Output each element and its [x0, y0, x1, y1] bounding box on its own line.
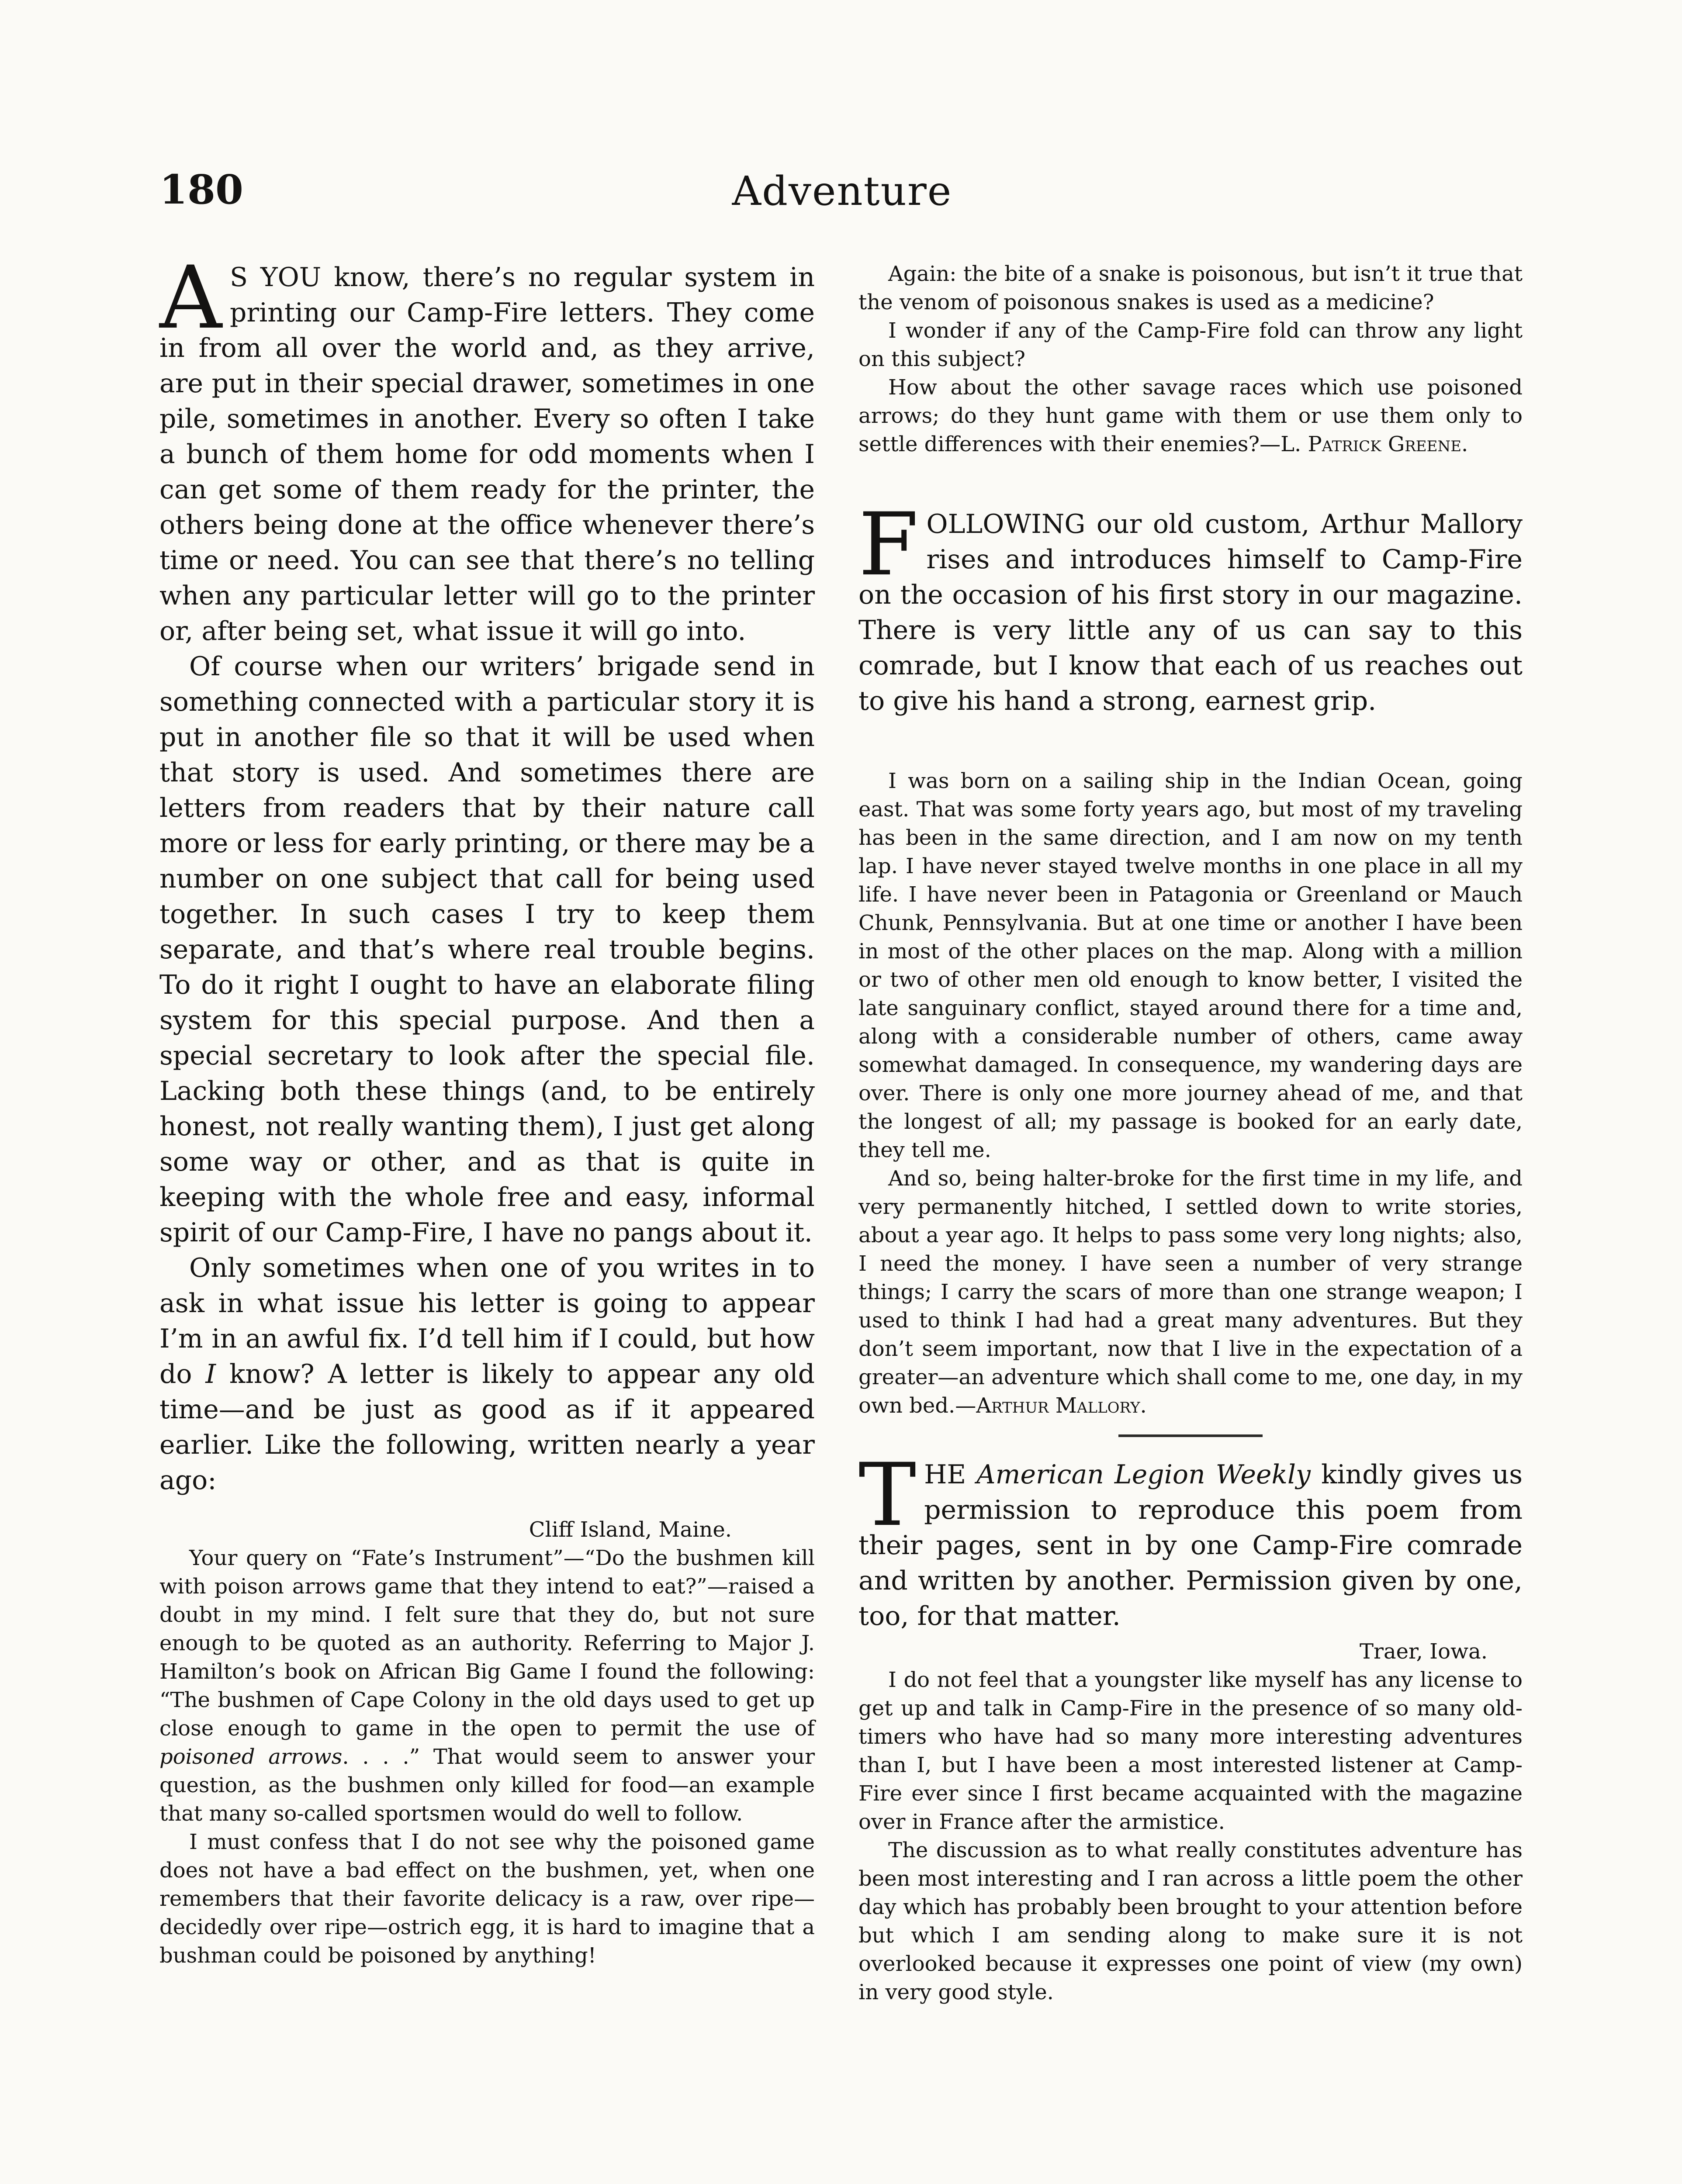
letter-p1-text-b: . . . .” That would seem to answer your question, as the bushmen only killed for food—an example that many so-called sportsmen would do well to follow. — [159, 1745, 815, 1826]
paragraph-2: Of course when our writers’ brigade send in something connected with a particular story it is put in another file so that it will be used when that story is used. And sometimes there are letters from readers that by their nature call more or less for early printing, or there may be a number on one subject that call for being used together. In such cases I try to keep them separate, and that’s where real trouble begins. To do it right I ought to have an elaborate filing system for this special purpose. And then a special secretary to look after the special file. Lacking both these things (and, to be entirely honest, not really wanting them), I just get along some way or other, and as that is quite in keeping with the whole free and easy, informal spirit of our Camp-Fire, I have no pangs about it. — [159, 651, 815, 1248]
mallory-paragraph-1: I was born on a sailing ship in the Indian Ocean, going east. That was some forty years ago, but most of my traveling has been in the same direction, and I am now on my tenth lap. I have never stayed twelve months in one place in all my life. I have never been in Patagonia or Greenland or Mauch Chunk, Pennsylvania. But at one time or another I have been in most of the other places on the map. Along with a million or two of other men old enough to know better, I visited the late sanguinary conflict, stayed around there for a time and, along with a considerable number of others, came away somewhat damaged. In consequence, my wandering days are over. There is only one more journey ahead of me, and that the longest of all; my passage is booked for an early date, they tell me. — [858, 769, 1523, 1162]
letter-location: Cliff Island, Maine. — [529, 1517, 732, 1542]
letter-p1-emphasis: poisoned arrows — [159, 1745, 343, 1769]
signature-greene: L. Patrick Greene. — [1281, 432, 1468, 456]
traer-location: Traer, Iowa. — [1360, 1639, 1488, 1664]
page-header — [159, 166, 1525, 223]
following-lead: OLLOWING — [926, 509, 1086, 539]
mallory-paragraph-2 — [858, 1165, 1523, 1420]
legion-text: kindly gives us permission to reproduce this poem from their pages, sent in by one Camp-Fire comrade and written by another. Permission given by one, too, for that matter. — [858, 1459, 1523, 1631]
drop-cap-t: T — [858, 1444, 917, 1545]
letter-paragraph-2: I must confess that I do not see why the poisoned game does not have a bad effect on the bushmen, yet, when one remembers that their favorite delicacy is a raw, over ripe—decidedly over ripe—ostrich egg, it is hard to imagine that a bushman could be poisoned by anything! — [159, 1830, 815, 1968]
signature-mallory: Arthur Mallory. — [976, 1393, 1147, 1418]
drop-cap-a: A — [159, 247, 222, 348]
intro-lead: S YOU — [230, 262, 322, 293]
paragraph-3-text-a: Only sometimes when one of you writes in to ask in what issue his letter is going to appear I’m in an awful fix. I’d tell him if I could, but how do — [159, 1253, 815, 1389]
paragraph-3-text-b: know? A letter is likely to appear any old time—and be just as good as if it appeared earlier. Like the following, written nearly a year ago: — [159, 1359, 815, 1496]
magazine-title: Adventure — [732, 168, 952, 214]
letter-p1-text-a: Your query on “Fate’s Instrument”—“Do the bushmen kill with poison arrows game that they intend to eat?”—raised a doubt in my mind. I felt sure that they do, but not sure enough to be quoted as an authority. Referring to Major J. Hamilton’s book on African Big Game I found the following: “The bushmen of Cape Colony in the old days used to get up close enough to game in the open to permit the use of — [159, 1546, 815, 1741]
traer-paragraph-1: I do not feel that a youngster like myself has any license to get up and talk in Camp-Fire in the presence of so many old-timers who have had so many more interesting adventures than I, but I have been a most interested listener at Camp-Fire ever since I first became acquainted with the magazine over in France after the armistice. — [858, 1668, 1523, 1834]
continued-p3-text: How about the other savage races which use poisoned arrows; do they hunt game with them or use them only to settle differences with their enemies?— — [858, 375, 1523, 456]
legion-lead: HE — [924, 1459, 977, 1490]
left-column — [159, 247, 815, 1970]
section-divider — [858, 1431, 1523, 1439]
traer-paragraph-2: The discussion as to what really constitutes adventure has been most interesting and I ran across a little poem the other day which has probably been brought to your attention before but which I am sending along to make sure it is not overlooked because it expresses one point of view (my own) in very good style. — [858, 1838, 1523, 2004]
drop-cap-f: F — [858, 494, 919, 595]
legion-publication-title: American Legion Weekly — [976, 1459, 1311, 1490]
mallory-p2-text: And so, being halter-broke for the first time in my life, and very permanently hitched, I settled down to write stories, about a year ago. It helps to pass some very long nights; also, I need the money. I have seen a number of very strange things; I carry the scars of more than one strange weapon; I used to think I had had a great many adventures. But they don’t seem important, now that I live in the expectation of a greater—an adventure which shall come to me, one day, in my own bed.— — [858, 1166, 1523, 1418]
paragraph-3 — [159, 1251, 815, 1498]
following-paragraph — [858, 494, 1523, 719]
continued-paragraph-2: I wonder if any of the Camp-Fire fold can throw any light on this subject? — [858, 318, 1523, 371]
page-number: 180 — [159, 166, 244, 213]
continued-paragraph-1: Again: the bite of a snake is poisonous, but isn’t it true that the venom of poisonous snakes is used as a medicine? — [858, 262, 1523, 314]
letter-paragraph-1 — [159, 1544, 815, 1828]
following-text: our old custom, Arthur Mallory rises and introduces himself to Camp-Fire on the occasion of his first story in our magazine. There is very little any of us can say to this comrade, but I know that each of us reaches out to give his hand a strong, earnest grip. — [858, 509, 1523, 716]
paragraph-3-emphasis: I — [205, 1359, 216, 1389]
intro-paragraph — [159, 247, 815, 649]
continued-paragraph-3 — [858, 373, 1523, 459]
divider-rule — [1118, 1434, 1263, 1437]
right-column — [858, 260, 1523, 2007]
legion-paragraph — [858, 1444, 1523, 1634]
intro-text: know, there’s no regular system in printing our Camp-Fire letters. They come in from all over the world and, as they arrive, are put in their special drawer, sometimes in one pile, sometimes in another. Every so often I take a bunch of them home for odd moments when I can get some of them ready for the printer, the others being done at the office whenever there’s time or need. You can see that there’s no telling when any particular letter will go to the printer or, after being set, what issue it will go into. — [159, 262, 815, 646]
